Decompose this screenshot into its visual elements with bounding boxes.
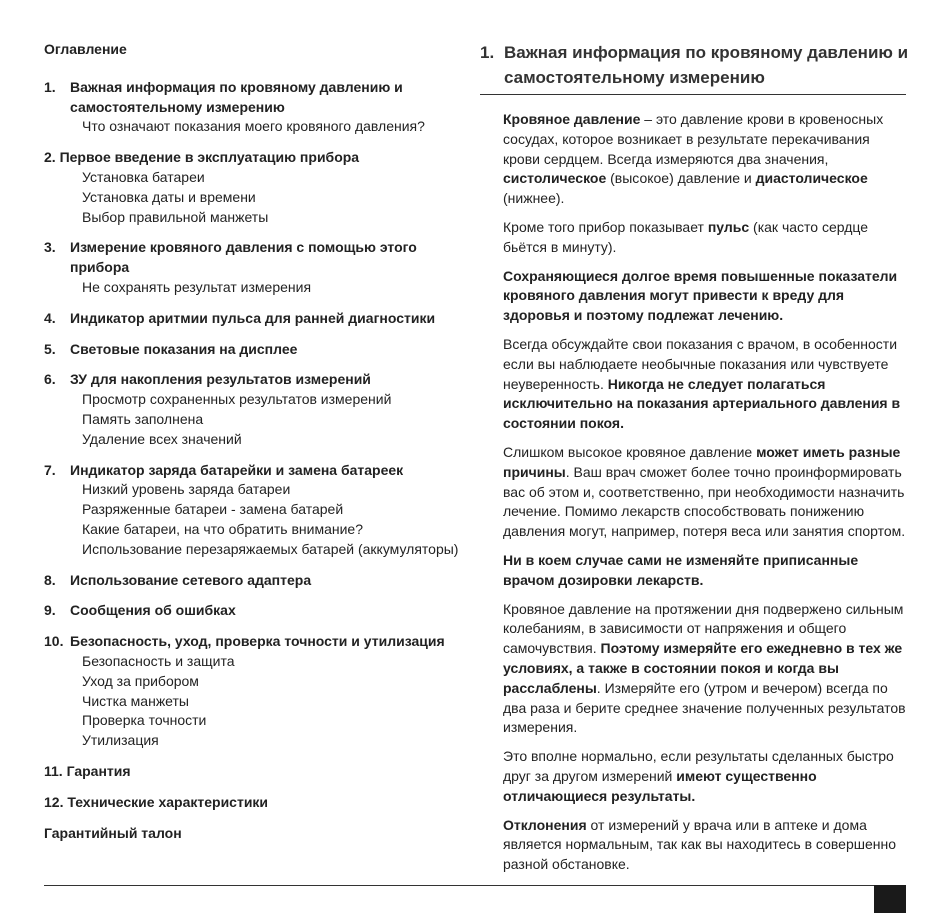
toc-entry[interactable]: [44, 824, 464, 844]
toc-entry-title[interactable]: Гарантийный талон: [44, 824, 182, 841]
toc-entry-title[interactable]: 12. Технические характеристики: [44, 793, 269, 810]
body-paragraph: [503, 600, 908, 739]
table-of-contents: [44, 40, 464, 854]
toc-subentry[interactable]: Проверка точности: [82, 712, 207, 729]
toc-subentry[interactable]: Просмотр сохраненных результатов измерений: [82, 391, 392, 408]
toc-entry-number: 3.: [44, 239, 56, 256]
toc-subentry[interactable]: Уход за прибором: [82, 672, 199, 689]
toc-subentry[interactable]: Удаление всех значений: [82, 430, 242, 447]
toc-entry-title[interactable]: [44, 601, 464, 621]
toc-entry-label: Использование сетевого адаптера: [70, 571, 312, 588]
toc-entry-title[interactable]: [44, 309, 464, 329]
toc-entry[interactable]: [44, 793, 464, 813]
body-paragraph: [503, 335, 908, 434]
body-paragraph: [503, 267, 908, 326]
heading-divider: [480, 94, 906, 95]
toc-subentry[interactable]: Память заполнена: [82, 410, 204, 427]
text-run: . Измеряйте его (утром и вечером) всегда по два раза и берите среднее значение полученных результатов измерения.: [503, 679, 906, 736]
toc-subentry[interactable]: Установка батареи: [82, 168, 205, 185]
bold-text: имеют существенно отличающиеся результаты.: [503, 767, 817, 804]
bold-text: Ни в коем случае сами не изменяйте приписанные врачом дозировки лекарств.: [503, 551, 859, 588]
toc-entry-title[interactable]: [44, 632, 464, 652]
toc-subentry[interactable]: Низкий уровень заряда батареи: [82, 481, 291, 498]
section-heading: [480, 40, 910, 90]
toc-list: [44, 78, 464, 844]
toc-subentry[interactable]: Установка даты и времени: [82, 188, 256, 205]
toc-entry-label: ЗУ для накопления результатов измерений: [70, 371, 371, 388]
toc-entry-label: Световые показания на дисплее: [70, 340, 298, 357]
toc-entry-label: Измерение кровяного давления с помощью этого прибора: [70, 239, 417, 276]
bold-text: систолическое: [503, 170, 607, 187]
text-run: . Ваш врач сможет более точно проинформировать вас об этом и, соответственно, при необходимости назначить лечение. Помимо лекарств способствовать понижению давления могут, например, потеря веса или занятия спортом.: [503, 463, 906, 540]
toc-entry[interactable]: [44, 148, 464, 227]
bold-text: может иметь разные причины: [503, 443, 901, 480]
toc-entry-label: Индикатор заряда батарейки и замена батареек: [70, 461, 404, 478]
toc-subentry[interactable]: Выбор правильной манжеты: [82, 208, 269, 225]
toc-entry-number: 4.: [44, 309, 56, 326]
toc-entry[interactable]: [44, 461, 464, 560]
toc-subentry[interactable]: Чистка манжеты: [82, 692, 189, 709]
text-run: Всегда обсуждайте свои показания с врачом, в особенности если вы наблюдаете необычные показания или чувствуете неуверенность.: [503, 335, 898, 392]
bold-text: пульс: [707, 218, 750, 235]
toc-subentry[interactable]: Разряженные батареи - замена батарей: [82, 501, 344, 518]
toc-entry-title[interactable]: 2. Первое введение в эксплуатацию прибора: [44, 149, 360, 166]
toc-entry-number: 9.: [44, 602, 56, 619]
toc-entry-number: 7.: [44, 461, 56, 478]
toc-entry[interactable]: [44, 309, 464, 329]
toc-entry[interactable]: [44, 632, 464, 751]
toc-entry-number: 1.: [44, 78, 56, 95]
text-run: Это вполне нормально, если результаты сделанных быстро друг за другом измерений: [503, 748, 894, 784]
toc-subentry[interactable]: Что означают показания моего кровяного давления?: [82, 118, 425, 135]
page-marker: [874, 885, 906, 913]
toc-entry-label: Безопасность, уход, проверка точности и утилизация: [70, 633, 445, 650]
footer-divider: [44, 885, 906, 886]
bold-text: Сохраняющиеся долгое время повышенные показатели кровяного давления могут привести к вреду для здоровья и поэтому подлежат лечению.: [503, 267, 898, 324]
toc-entry[interactable]: [44, 571, 464, 591]
toc-entry-title[interactable]: [44, 571, 464, 591]
section-number: 1.: [480, 43, 495, 62]
text-run: Слишком высокое кровяное давление: [503, 443, 757, 460]
body-paragraph: [503, 218, 908, 258]
bold-text: Поэтому измеряйте его ежедневно в тех же условиях, а также в состоянии покоя и когда вы расслаблены: [503, 640, 903, 696]
body-paragraph: [503, 551, 908, 591]
text-run: – это давление крови в кровеносных сосудах, которое возникает в результате перекачивания крови сердцем. Всегда измеряются два значения,: [503, 111, 884, 167]
toc-entry-title[interactable]: 11. Гарантия: [44, 762, 131, 779]
text-run: Кровяное давление на протяжении дня подвержено сильным колебаниям, в зависимости от напряжения и общего самочувствия.: [503, 600, 904, 657]
section-body: [503, 110, 908, 884]
toc-subentry[interactable]: Использование перезаряжаемых батарей (аккумуляторы): [82, 540, 459, 557]
bold-text: Никогда не следует полагаться исключительно на показания артериального давления в состоянии покоя.: [503, 375, 901, 432]
toc-subentry[interactable]: Безопасность и защита: [82, 652, 235, 669]
toc-entry-label: Важная информация по кровяному давлению и самостоятельному измерению: [70, 78, 403, 115]
toc-entry[interactable]: [44, 370, 464, 449]
text-run: от измерений у врача или в аптеке и дома является нормальным, так как вы находитесь в совершенно разной обстановке.: [503, 816, 896, 873]
text-run: Кроме того прибор показывает: [503, 218, 708, 235]
body-paragraph: [503, 110, 908, 209]
bold-text: Кровяное давление: [503, 111, 641, 127]
toc-entry[interactable]: [44, 601, 464, 621]
toc-entry-number: 10.: [44, 633, 64, 650]
toc-entry-number: 6.: [44, 371, 56, 388]
toc-entry-label: Индикатор аритмии пульса для ранней диагностики: [70, 309, 436, 326]
toc-entry-title[interactable]: [44, 370, 464, 390]
toc-entry[interactable]: [44, 78, 464, 137]
body-paragraph: [503, 443, 908, 542]
toc-entry[interactable]: [44, 340, 464, 360]
toc-subentry[interactable]: Какие батареи, на что обратить внимание?: [82, 520, 364, 537]
toc-title: Оглавление: [44, 41, 127, 57]
body-paragraph: [503, 816, 908, 875]
toc-entry-number: 5.: [44, 340, 56, 357]
bold-text: Отклонения: [503, 816, 587, 833]
text-run: (как часто сердце бьётся в минуту).: [503, 218, 869, 255]
toc-entry-label: Сообщения об ошибках: [70, 602, 236, 619]
toc-entry-title[interactable]: [44, 340, 464, 360]
toc-entry[interactable]: [44, 762, 464, 782]
toc-subentry[interactable]: Утилизация: [82, 732, 159, 749]
body-paragraph: [503, 747, 908, 806]
toc-entry[interactable]: [44, 238, 464, 297]
text-run: (высокое) давление и: [606, 170, 756, 187]
toc-entry-title[interactable]: [44, 78, 464, 118]
toc-entry-number: 8.: [44, 571, 56, 588]
text-run: (нижнее).: [503, 190, 565, 207]
toc-subentry[interactable]: Не сохранять результат измерения: [82, 278, 312, 295]
toc-entry-title[interactable]: [44, 461, 464, 481]
toc-entry-title[interactable]: [44, 238, 464, 278]
bold-text: диастолическое: [755, 170, 868, 187]
section-title: Важная информация по кровяному давлению и самостоятельному измерению: [504, 43, 909, 87]
